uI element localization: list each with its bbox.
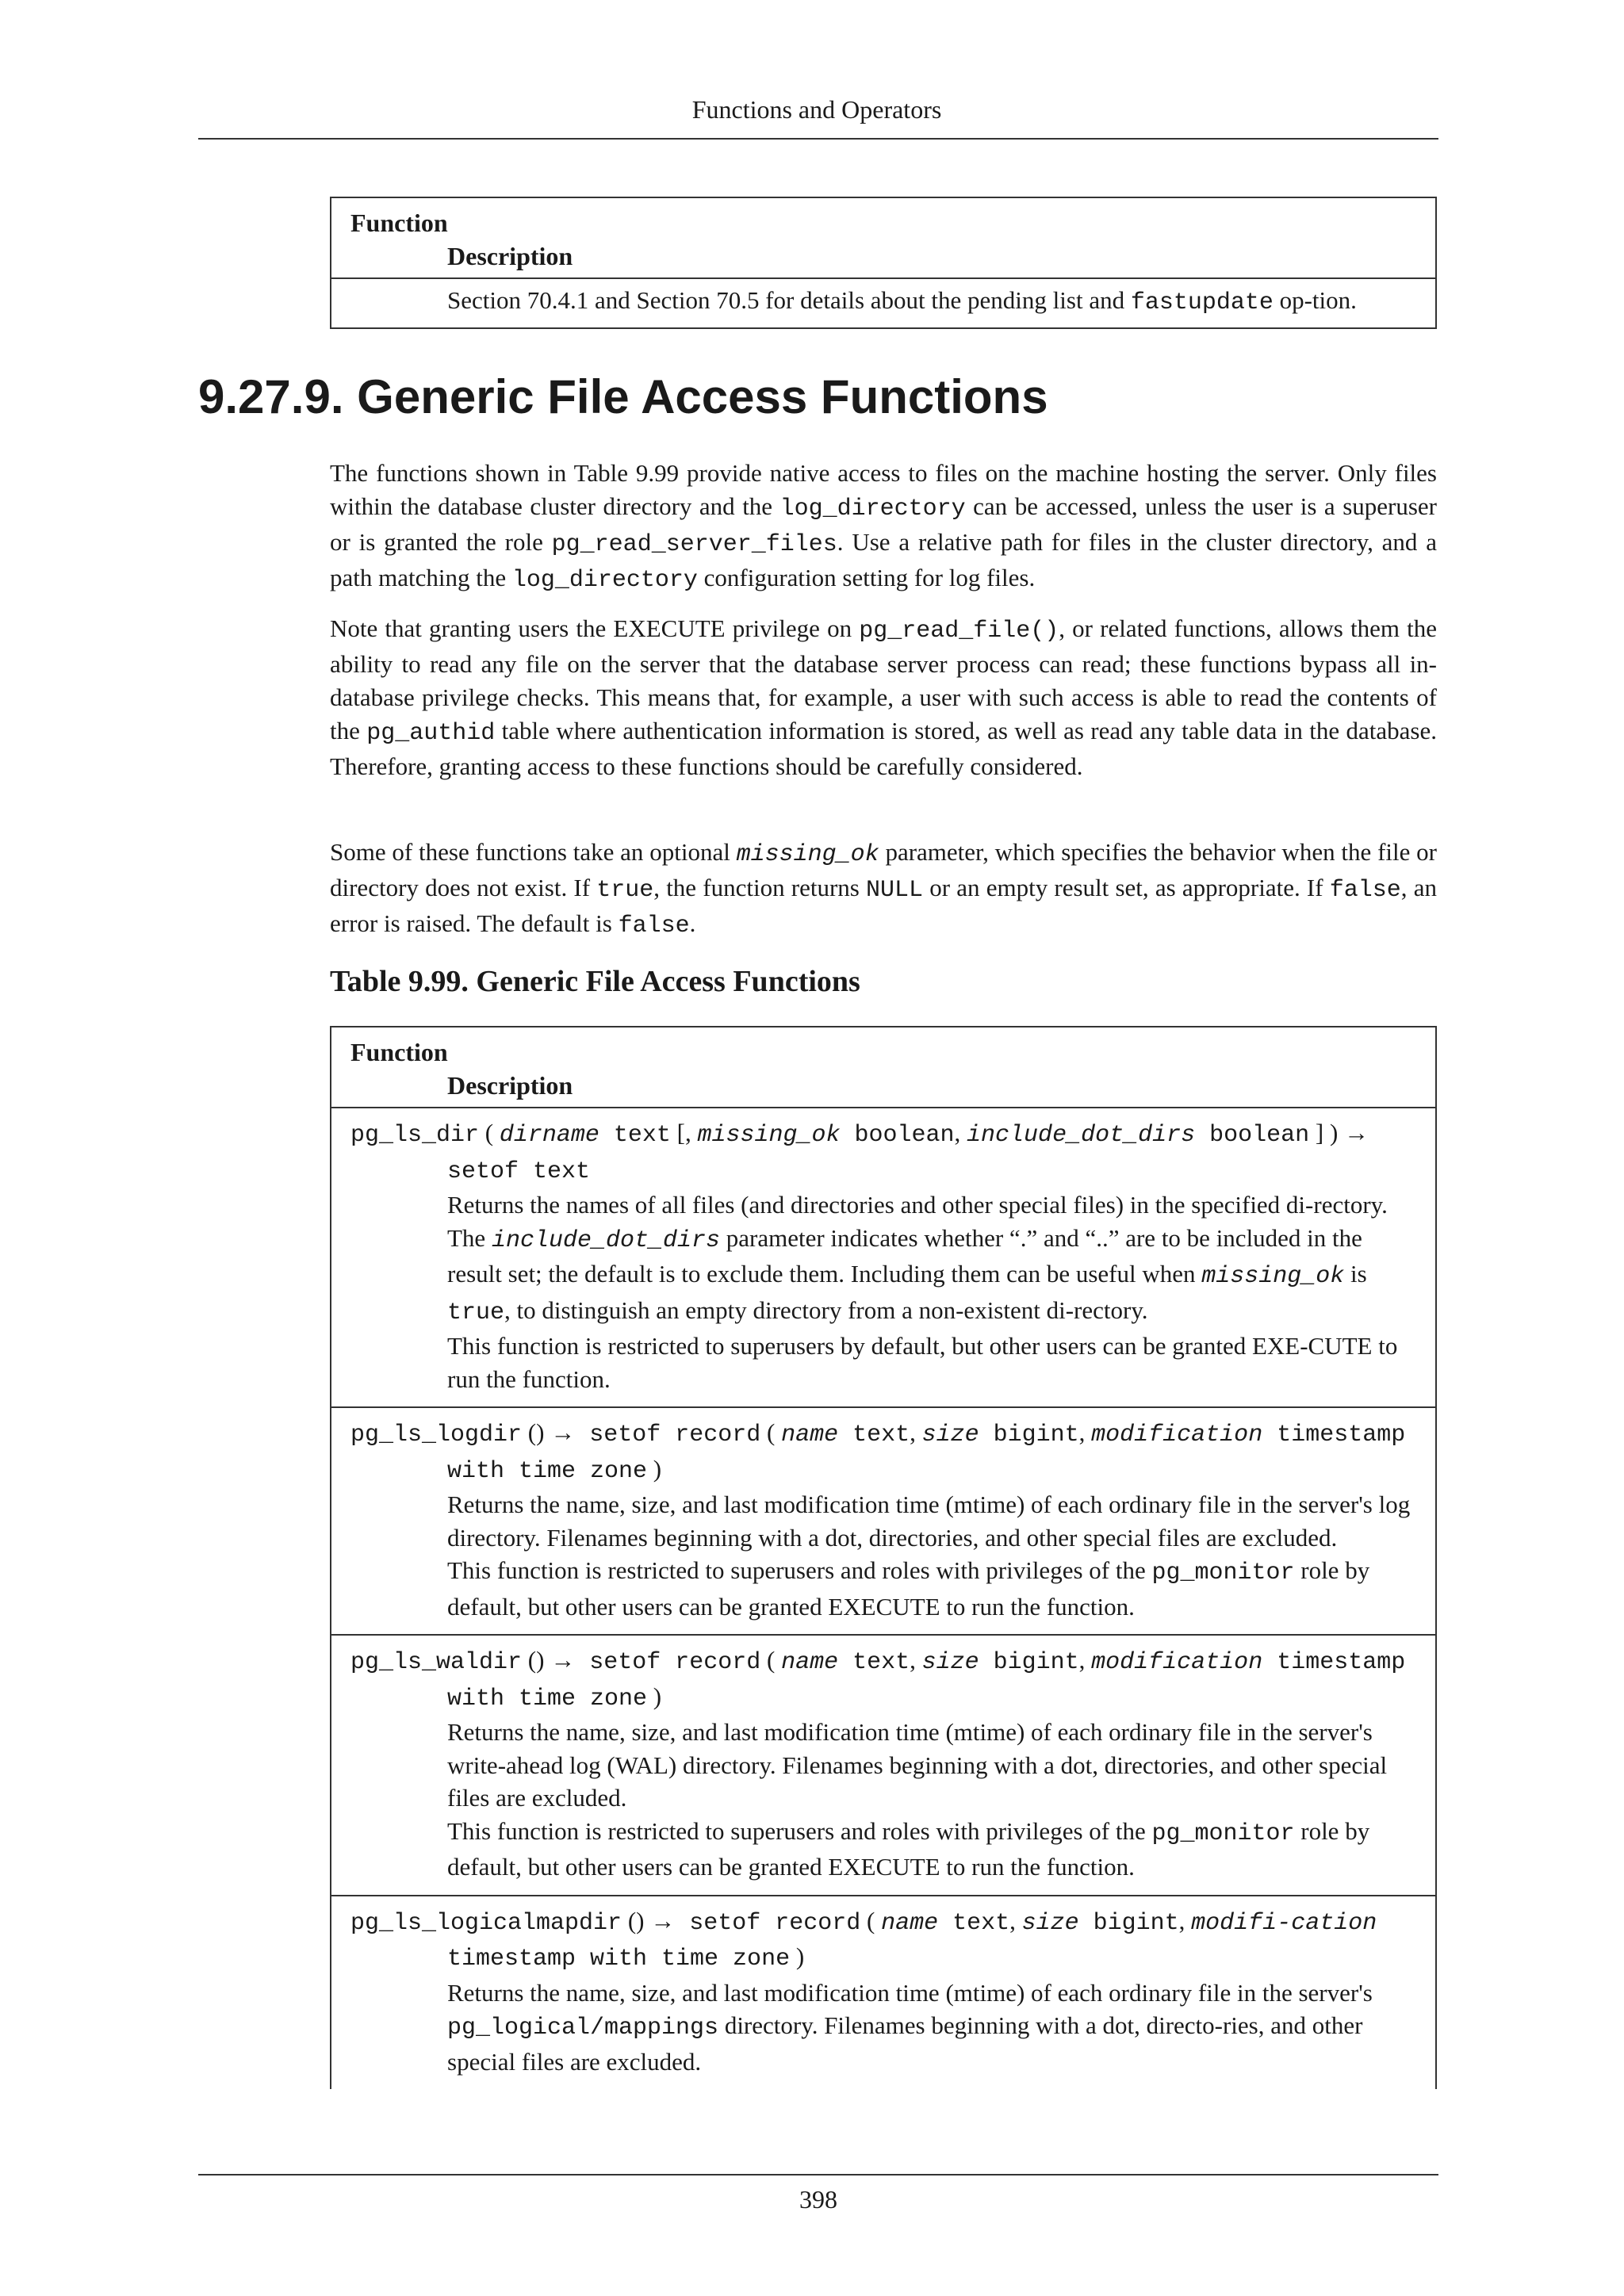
punct: , bbox=[1009, 1906, 1022, 1934]
punct: ( bbox=[860, 1906, 882, 1934]
text: . Use a relative path for files in the cluster directory, and a path matching the bbox=[330, 528, 1437, 591]
punct: ) bbox=[647, 1682, 662, 1710]
punct: () bbox=[622, 1906, 651, 1934]
column-header-function: Function bbox=[350, 209, 448, 237]
arrow-icon: → bbox=[1344, 1119, 1369, 1146]
param-name: size bbox=[1021, 1909, 1079, 1937]
column-header-description: Description bbox=[447, 242, 573, 270]
footer-rule bbox=[198, 2174, 1438, 2175]
param-name: modifi-cation bbox=[1191, 1909, 1377, 1937]
function-name: pg_ls_logdir bbox=[350, 1422, 523, 1448]
text: , an error is raised. The default is bbox=[330, 874, 1437, 937]
param-name: modification bbox=[1091, 1422, 1263, 1448]
function-signature bbox=[350, 1904, 1416, 1976]
function-table-header bbox=[331, 1027, 1435, 1108]
punct: , bbox=[1078, 1646, 1092, 1674]
param-type: bigint bbox=[979, 1422, 1079, 1448]
function-signature bbox=[350, 1416, 1416, 1488]
param-name: name bbox=[781, 1422, 839, 1448]
function-description: Returns the name, size, and last modification time (mtime) of each ordinary file in the server's write-ahead log (WAL) directory. Filenames beginning with a dot, directories, and other special files are excluded. bbox=[447, 1718, 1388, 1812]
function-table bbox=[330, 1026, 1437, 2089]
function-note bbox=[350, 1554, 1416, 1623]
punct: ) bbox=[790, 1942, 805, 1970]
continued-table-header bbox=[331, 198, 1435, 279]
text: configuration setting for log files. bbox=[697, 564, 1036, 591]
text: , to distinguish an empty directory from a non-existent di-rectory. bbox=[504, 1295, 1148, 1324]
function-note: This function is restricted to superusers by default, but other users can be granted EXE-CUTE to run the function. bbox=[447, 1332, 1398, 1393]
code-false: false bbox=[618, 913, 690, 939]
param-type: text bbox=[938, 1909, 1010, 1937]
text: , or related functions, allows them the ability to read any file on the server that the database server process can read; these functions bypass all in-database privilege checks. This means that, for example, a user with such access is able to read the contents of the bbox=[330, 614, 1437, 744]
table-title: Table 9.99. Generic File Access Functions bbox=[330, 965, 860, 998]
cell-text: Section 70.4.1 and Section 70.5 for details about the pending list and bbox=[447, 286, 1131, 314]
arrow-icon: → bbox=[550, 1418, 576, 1446]
punct: ] ) bbox=[1309, 1119, 1345, 1146]
punct: ( bbox=[479, 1119, 500, 1146]
paragraph-2 bbox=[330, 612, 1437, 783]
header-rule bbox=[198, 138, 1438, 140]
function-name: pg_ls_waldir bbox=[350, 1649, 523, 1676]
return-type: setof record bbox=[675, 1909, 861, 1937]
punct: , bbox=[910, 1418, 922, 1446]
punct: ( bbox=[760, 1418, 782, 1446]
code-pg-read-file: pg_read_file() bbox=[859, 618, 1059, 645]
text: Some of these functions take an optional bbox=[330, 838, 737, 866]
param-type: boolean bbox=[1195, 1122, 1310, 1149]
param-name: name bbox=[881, 1909, 939, 1937]
param-type: text bbox=[599, 1122, 671, 1149]
code-true: true bbox=[447, 1299, 505, 1326]
table-row bbox=[331, 1408, 1435, 1636]
text: table where authentication information is stored, as well as read any table data in the database. Therefore, granting access to these functions should be carefully considered. bbox=[330, 717, 1438, 780]
param-type: text bbox=[838, 1649, 910, 1676]
param-name: name bbox=[781, 1649, 839, 1676]
punct: , bbox=[954, 1119, 967, 1146]
text: Note that granting users the EXECUTE privilege on bbox=[330, 614, 860, 642]
paragraph-3 bbox=[330, 836, 1437, 943]
paragraph-1 bbox=[330, 457, 1437, 597]
text: parameter, which specifies the behavior when the file or directory does not exist. If bbox=[330, 838, 1437, 901]
punct: () bbox=[522, 1418, 551, 1446]
text: or an empty result set, as appropriate. If bbox=[923, 874, 1330, 901]
text: This function is restricted to superusers and roles with privileges of the bbox=[447, 1816, 1152, 1845]
return-type: setof record bbox=[575, 1649, 761, 1676]
function-description bbox=[350, 1188, 1416, 1330]
text: is bbox=[1344, 1260, 1367, 1288]
text: This function is restricted to superusers and roles with privileges of the bbox=[447, 1556, 1152, 1584]
param-name: missing_ok bbox=[1201, 1263, 1345, 1290]
function-name: pg_ls_logicalmapdir bbox=[350, 1909, 622, 1937]
code-pg-read-server-files: pg_read_server_files bbox=[551, 531, 837, 558]
param-type: timestamp with time zone bbox=[447, 1946, 791, 1973]
function-name: pg_ls_dir bbox=[350, 1122, 480, 1149]
column-header-function: Function bbox=[350, 1038, 448, 1066]
punct: ) bbox=[647, 1454, 662, 1483]
function-signature bbox=[350, 1116, 1416, 1188]
param-type: text bbox=[838, 1422, 910, 1448]
punct: [, bbox=[670, 1119, 698, 1146]
section-title: 9.27.9. Generic File Access Functions bbox=[198, 370, 1048, 423]
table-row bbox=[331, 1896, 1435, 2090]
code-null: NULL bbox=[866, 877, 924, 904]
param-name: include_dot_dirs bbox=[967, 1122, 1196, 1149]
function-description: Returns the name, size, and last modification time (mtime) of each ordinary file in the server's log directory. Filenames beginning with a dot, directories, and other special files are excluded. bbox=[447, 1490, 1411, 1552]
param-name: dirname bbox=[499, 1122, 599, 1149]
code-pg-monitor: pg_monitor bbox=[1151, 1820, 1295, 1847]
param-type: bigint bbox=[979, 1649, 1079, 1676]
param-name: missing_ok bbox=[697, 1122, 841, 1149]
param-name: modification bbox=[1091, 1649, 1263, 1676]
text: role by default, but other users can be granted EXECUTE to run the function. bbox=[447, 1556, 1370, 1621]
text: The functions shown in Table 9.99 provide native access to files on the machine hosting the server. Only files within the database cluster directory and the bbox=[330, 459, 1437, 520]
arrow-icon: → bbox=[550, 1646, 576, 1674]
punct: , bbox=[1178, 1906, 1192, 1934]
return-type: setof text bbox=[447, 1158, 591, 1185]
param-type: boolean bbox=[840, 1122, 955, 1149]
param-missing-ok: missing_ok bbox=[736, 841, 879, 868]
text: , the function returns bbox=[653, 874, 867, 901]
text: parameter indicates whether “.” and “..” are to be included in the result set; the default is to exclude them. Including them can be useful when bbox=[447, 1223, 1362, 1288]
code-true: true bbox=[596, 877, 654, 904]
code-pg-logical-mappings: pg_logical/mappings bbox=[447, 2015, 719, 2042]
text: Returns the names of all files (and directories and other special files) in the specified di-rectory. The bbox=[447, 1191, 1388, 1252]
cell-text: op-tion. bbox=[1273, 286, 1357, 314]
code-log-directory: log_directory bbox=[511, 567, 698, 594]
running-header: Functions and Operators bbox=[691, 95, 942, 124]
code-fastupdate: fastupdate bbox=[1130, 289, 1274, 316]
param-name: include_dot_dirs bbox=[491, 1226, 720, 1254]
punct: () bbox=[522, 1646, 551, 1674]
table-row bbox=[331, 1108, 1435, 1408]
punct: , bbox=[1078, 1418, 1092, 1446]
continued-table-cell bbox=[331, 279, 1435, 327]
param-name: size bbox=[921, 1422, 979, 1448]
code-pg-authid: pg_authid bbox=[366, 720, 496, 747]
text: role by default, but other users can be granted EXECUTE to run the function. bbox=[447, 1816, 1370, 1881]
function-signature bbox=[350, 1644, 1416, 1716]
text: directory. Filenames beginning with a dot, directo-ries, and other special files are excluded. bbox=[447, 2011, 1363, 2076]
function-description bbox=[350, 1976, 1416, 2079]
page-number: 398 bbox=[799, 2185, 837, 2214]
table-row bbox=[331, 1636, 1435, 1896]
code-pg-monitor: pg_monitor bbox=[1151, 1559, 1295, 1586]
return-type: setof record bbox=[575, 1422, 761, 1448]
text: . bbox=[689, 909, 696, 937]
param-type: timestamp with time zone bbox=[447, 1649, 1406, 1712]
text: can be accessed, unless the user is a superuser or is granted the role bbox=[330, 492, 1437, 556]
punct: ( bbox=[760, 1646, 782, 1674]
param-type: bigint bbox=[1078, 1909, 1179, 1937]
continued-table bbox=[330, 197, 1437, 329]
code-false: false bbox=[1329, 877, 1401, 904]
arrow-icon: → bbox=[650, 1906, 676, 1934]
param-type: timestamp with time zone bbox=[447, 1422, 1406, 1485]
param-name: size bbox=[921, 1649, 979, 1676]
function-note bbox=[350, 1815, 1416, 1884]
punct: , bbox=[910, 1646, 922, 1674]
code-log-directory: log_directory bbox=[779, 496, 966, 522]
text: Returns the name, size, and last modification time (mtime) of each ordinary file in the server's bbox=[447, 1978, 1373, 2007]
column-header-description: Description bbox=[447, 1071, 573, 1100]
